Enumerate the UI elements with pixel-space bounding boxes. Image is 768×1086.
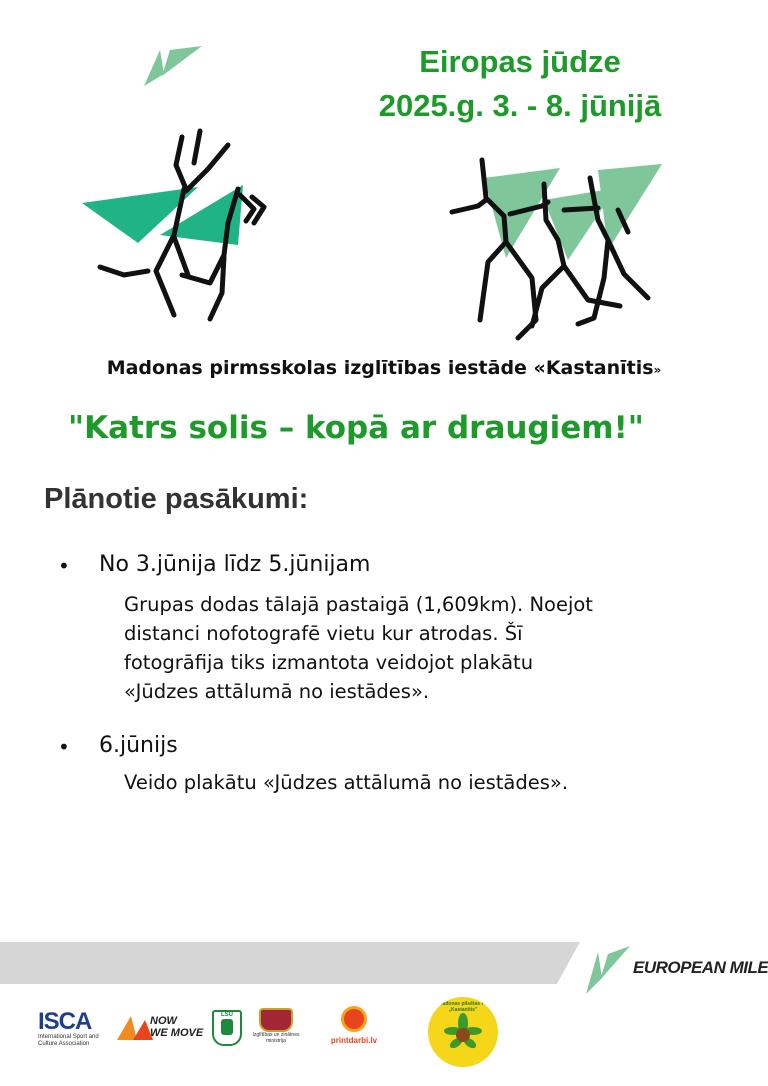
event-1-line: fotogrāfija tiks izmantota veidojot plakātu [124,651,534,674]
event-2-line: Veido plakātu «Jūdzes attālumā no iestādes». [124,771,569,794]
heading-line-2: 2025.g. 3. - 8. jūnijā [378,88,662,123]
isca-logo-sub2: Culture Association [38,1041,90,1047]
bullet-dot-icon: • [58,735,70,759]
event-heading [330,40,710,128]
event-1-line: «Jūdzes attālumā no iestādes». [124,680,430,703]
lsu-logo [212,1010,242,1046]
event-2-bullet [58,735,70,760]
now-we-move-line-2: WE MOVE [150,1027,204,1039]
ministry-logo [250,1008,302,1044]
footer-band [0,942,580,984]
chestnut-leaf-icon [443,1013,483,1053]
lsu-logo-text: LSU [221,1012,233,1018]
ministry-logo-line-2: ministrija [266,1038,286,1044]
kastanitis-logo-text: Madonas pilsētas PII „Kastanītis” [438,1001,488,1013]
printdarbi-circle-icon [341,1006,367,1032]
isca-logo [38,1010,108,1052]
school-name-main: Madonas pirmsskolas izglītības iestāde «Kastanītis [106,357,654,379]
european-mile-brand: EUROPEAN MILE [633,958,768,977]
now-we-move-text [150,1015,203,1039]
printdarbi-logo-text: printdarbi.lv [330,1036,378,1045]
isca-logo-text: ISCA [38,1008,92,1035]
european-mile-brand-icon [584,944,632,996]
event-1-line: Grupas dodas tālajā pastaigā (1,609km). Noejot [124,593,593,616]
bullet-dot-icon: • [58,554,70,578]
walkers-illustration-left-icon [78,125,278,325]
lsu-runner-icon [221,1019,233,1035]
event-1-title: No 3.jūnija līdz 5.jūnijam [99,552,371,577]
event-2-title: 6.jūnijs [99,733,178,758]
now-we-move-icon [115,1014,155,1042]
walkers-illustration-right-icon [448,150,668,345]
event-1-line: distanci nofotografē vietu kur atrodas. Šī [124,622,523,645]
isca-logo-sub1: International Sport and [38,1034,99,1040]
printdarbi-logo [318,1006,390,1045]
ministry-crest-icon [259,1008,293,1032]
school-name-end: » [653,363,662,377]
now-we-move-line-1: NOW [150,1015,177,1027]
event-1-bullet [58,554,70,579]
european-mile-logo-icon [140,44,206,90]
kastanitis-logo [428,997,498,1067]
ministry-logo-line-1: Izglītības un zinātnes [252,1032,300,1038]
event-2-description [124,768,568,797]
event-1-description [124,590,593,706]
slogan: "Katrs solis – kopā ar draugiem!" [68,410,644,446]
planned-events-title: Plānotie pasākumi: [44,483,309,515]
school-name [0,357,768,379]
heading-line-1: Eiropas jūdze [419,44,621,79]
